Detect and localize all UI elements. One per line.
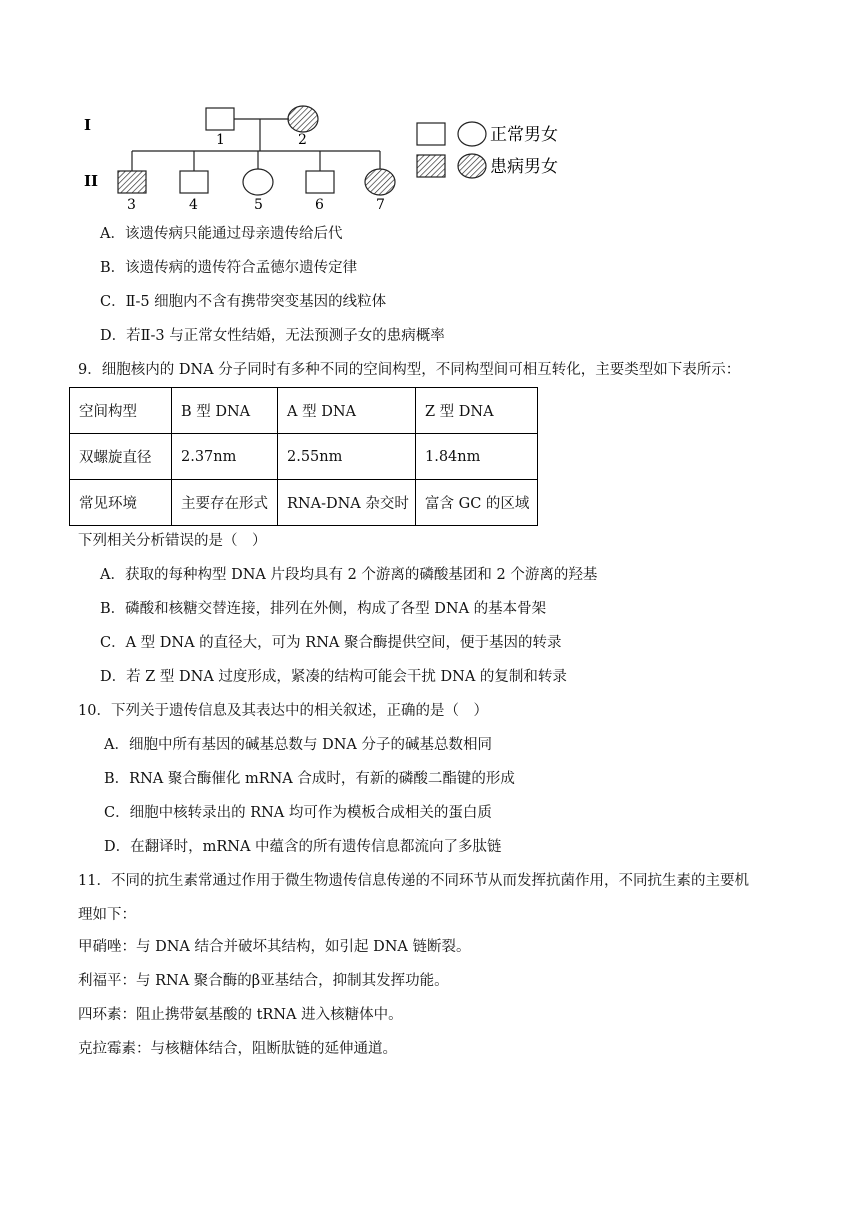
individual-6-square bbox=[306, 171, 334, 193]
generation-label-II: II bbox=[84, 172, 99, 190]
individual-label-5: 5 bbox=[254, 197, 263, 213]
table-row bbox=[70, 434, 538, 480]
legend-normal-label: 正常男女 bbox=[490, 125, 558, 145]
q9-option-c: C．A 型 DNA 的直径大，可为 RNA 聚合酶提供空间，便于基因的转录 bbox=[100, 635, 562, 651]
table-cell: 空间构型 bbox=[70, 388, 172, 434]
q8-option-c: C．Ⅱ-5 细胞内不含有携带突变基因的线粒体 bbox=[100, 294, 387, 310]
legend-affected-female bbox=[458, 154, 486, 178]
q10-option-c: C．细胞中核转录出的 RNA 均可作为模板合成相关的蛋白质 bbox=[104, 805, 492, 821]
individual-label-4: 4 bbox=[189, 197, 198, 213]
table-row bbox=[70, 388, 538, 434]
individual-label-2: 2 bbox=[298, 132, 307, 148]
dna-conformation-table bbox=[69, 387, 538, 526]
table-row bbox=[70, 480, 538, 526]
individual-7-circle bbox=[365, 169, 395, 195]
q11-stem-line1: 11．不同的抗生素常通过作用于微生物遗传信息传递的不同环节从而发挥抗菌作用，不同抗生素的主要机 bbox=[78, 873, 749, 889]
q9-prompt: 下列相关分析错误的是（ ） bbox=[78, 533, 267, 549]
individual-2-circle bbox=[288, 106, 318, 132]
table-cell: RNA-DNA 杂交时 bbox=[278, 480, 416, 526]
q8-option-d: D．若Ⅱ-3 与正常女性结婚，无法预测子女的患病概率 bbox=[100, 328, 445, 344]
q10-option-b: B．RNA 聚合酶催化 mRNA 合成时，有新的磷酸二酯键的形成 bbox=[104, 771, 515, 787]
table-cell: 2.55nm bbox=[278, 434, 416, 480]
q11-item-metronidazole: 甲硝唑：与 DNA 结合并破坏其结构，如引起 DNA 链断裂。 bbox=[78, 939, 471, 955]
table-cell: 常见环境 bbox=[70, 480, 172, 526]
individual-1-square bbox=[206, 108, 234, 130]
q10-option-d: D．在翻译时，mRNA 中蕴含的所有遗传信息都流向了多肽链 bbox=[104, 839, 502, 855]
table-cell: Z 型 DNA bbox=[416, 388, 538, 434]
q11-stem-line2: 理如下： bbox=[78, 907, 136, 923]
table-cell: A 型 DNA bbox=[278, 388, 416, 434]
q10-option-a: A．细胞中所有基因的碱基总数与 DNA 分子的碱基总数相同 bbox=[104, 737, 492, 753]
pedigree-diagram bbox=[70, 96, 590, 216]
q10-stem: 10．下列关于遗传信息及其表达中的相关叙述，正确的是（ ） bbox=[78, 703, 488, 719]
legend-normal-female bbox=[458, 122, 486, 146]
individual-label-6: 6 bbox=[315, 197, 324, 213]
table-cell: 主要存在形式 bbox=[172, 480, 278, 526]
q11-item-clarithromycin: 克拉霉素：与核糖体结合，阻断肽链的延伸通道。 bbox=[78, 1041, 397, 1057]
q11-item-tetracycline: 四环素：阻止携带氨基酸的 tRNA 进入核糖体中。 bbox=[78, 1007, 403, 1023]
q9-option-b: B．磷酸和核糖交替连接，排列在外侧，构成了各型 DNA 的基本骨架 bbox=[100, 601, 547, 617]
table-cell: B 型 DNA bbox=[172, 388, 278, 434]
individual-4-square bbox=[180, 171, 208, 193]
q9-stem: 9．细胞核内的 DNA 分子同时有多种不同的空间构型，不同构型间可相互转化，主要类型如下表所示： bbox=[78, 362, 741, 378]
individual-label-7: 7 bbox=[376, 197, 385, 213]
generation-label-I: I bbox=[84, 116, 92, 134]
legend-normal-male bbox=[417, 123, 445, 145]
table-cell: 富含 GC 的区域 bbox=[416, 480, 538, 526]
q9-option-d: D．若 Z 型 DNA 过度形成，紧凑的结构可能会干扰 DNA 的复制和转录 bbox=[100, 669, 567, 685]
q9-option-a: A．获取的每种构型 DNA 片段均具有 2 个游离的磷酸基团和 2 个游离的羟基 bbox=[100, 567, 598, 583]
individual-label-3: 3 bbox=[127, 197, 136, 213]
q8-option-b: B．该遗传病的遗传符合孟德尔遗传定律 bbox=[100, 260, 358, 276]
legend-affected-male bbox=[417, 155, 445, 177]
legend-affected-label: 患病男女 bbox=[490, 157, 558, 177]
individual-5-circle bbox=[243, 169, 273, 195]
table-cell: 双螺旋直径 bbox=[70, 434, 172, 480]
table-cell: 1.84nm bbox=[416, 434, 538, 480]
table-cell: 2.37nm bbox=[172, 434, 278, 480]
individual-3-square bbox=[118, 171, 146, 193]
q8-option-a: A．该遗传病只能通过母亲遗传给后代 bbox=[100, 226, 343, 242]
q11-item-rifampicin: 利福平：与 RNA 聚合酶的β亚基结合，抑制其发挥功能。 bbox=[78, 973, 449, 989]
individual-label-1: 1 bbox=[216, 132, 225, 148]
